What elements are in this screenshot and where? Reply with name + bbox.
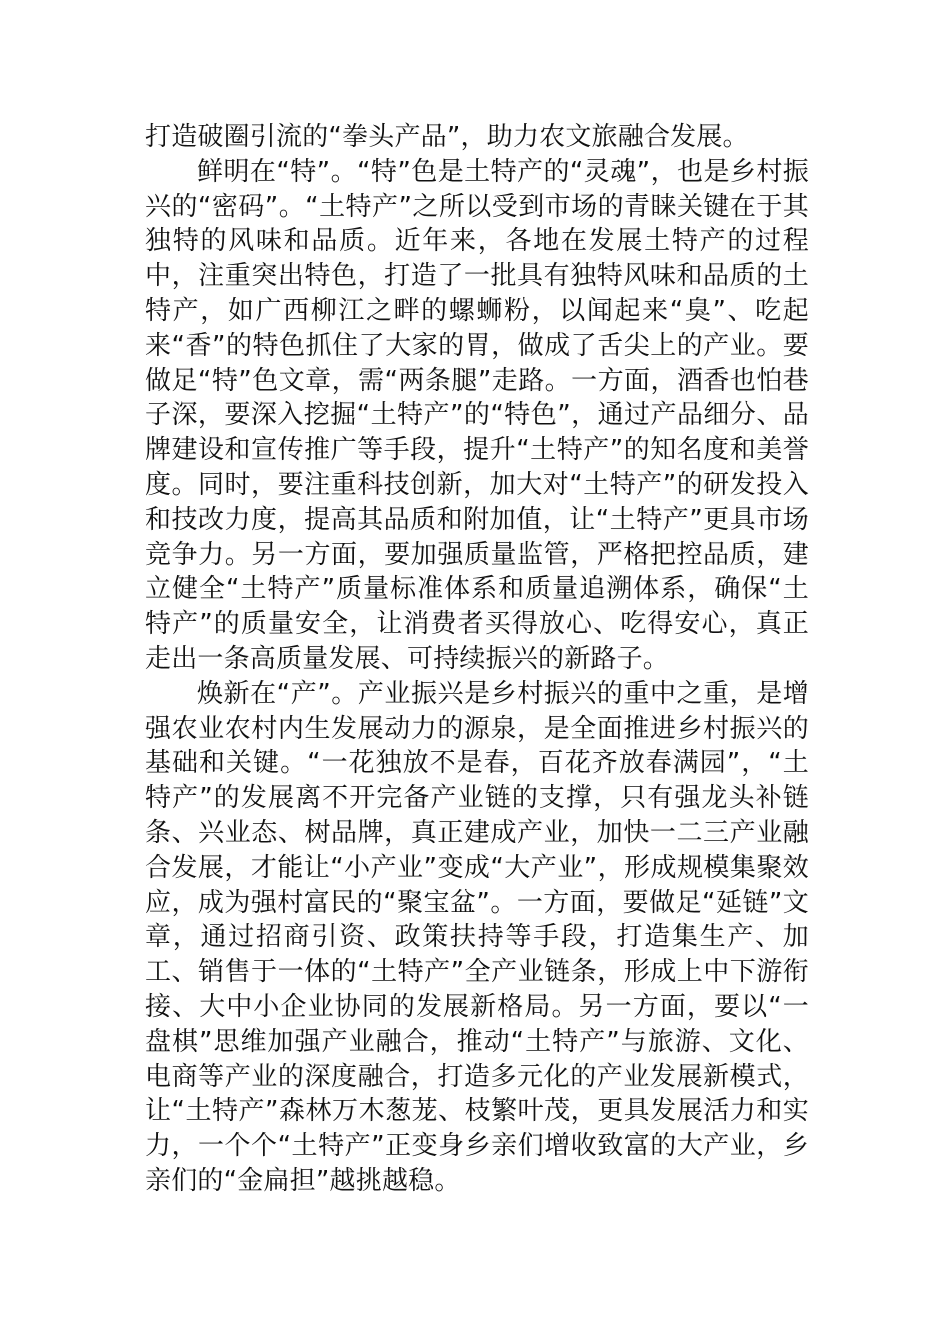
paragraph-industry-renewal: 焕新在“产”。产业振兴是乡村振兴的重中之重，是增强农业农村内生发展动力的源泉，是全面推进乡村振兴的基础和关键。“一花独放不是春，百花齐放春满园”，“土特产”的发展离不开完备产业链的支撑，只有强龙头补链条、兴业态、树品牌，真正建成产业，加快一二三产业融合发展，才能让“小产业”变成“大产业”，形成规模集聚效应，成为强村富民的“聚宝盆”。一方面，要做足“延链”文章，通过招商引资、政策扶持等手段，打造集生产、加工、销售于一体的“土特产”全产业链条，形成上中下游衔接、大中小企业协同的发展新格局。另一方面，要以“一盘棋”思维加强产业融合，推动“土特产”与旅游、文化、电商等产业的深度融合，打造多元化的产业发展新模式，让“土特产”森林万木葱茏、枝繁叶茂，更具发展活力和实力，一个个“土特产”正变身乡亲们增收致富的大产业，乡亲们的“金扁担”越挑越稳。 (145, 678, 809, 1196)
article-body (145, 120, 809, 1199)
paragraph-special-features: 鲜明在“特”。“特”色是土特产的“灵魂”，也是乡村振兴的“密码”。“土特产”之所以受到市场的青睐关键在于其独特的风味和品质。近年来，各地在发展土特产的过程中，注重突出特色，打造了一批具有独特风味和品质的土特产，如广西柳江之畔的螺蛳粉，以闻起来“臭”、吃起来“香”的特色抓住了大家的胃，做成了舌尖上的产业。要做足“特”色文章，需“两条腿”走路。一方面，酒香也怕巷子深，要深入挖掘“土特产”的“特色”，通过产品细分、品牌建设和宣传推广等手段，提升“土特产”的知名度和美誉度。同时，要注重科技创新，加大对“土特产”的研发投入和技改力度，提高其品质和附加值，让“土特产”更具市场竞争力。另一方面，要加强质量监管，严格把控品质，建立健全“土特产”质量标准体系和质量追溯体系，确保“土特产”的质量安全，让消费者买得放心、吃得安心，真正走出一条高质量发展、可持续振兴的新路子。 (145, 156, 809, 674)
paragraph-continuation: 打造破圈引流的“拳头产品”，助力农文旅融合发展。 (145, 122, 749, 152)
